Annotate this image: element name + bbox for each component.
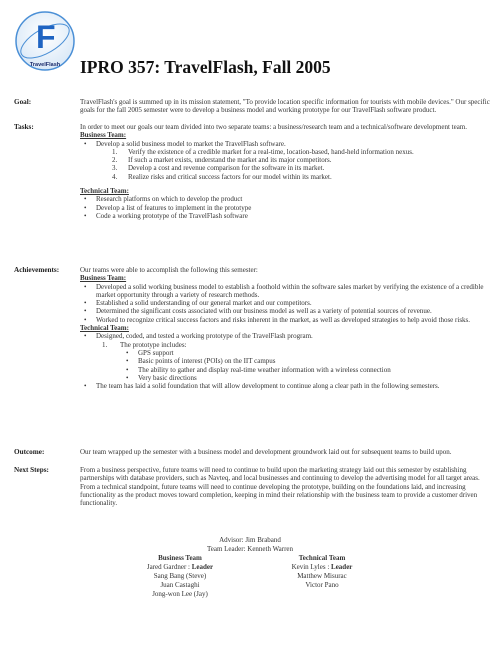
achievements-intro: Our teams were able to accomplish the following this semester: bbox=[80, 266, 258, 274]
next-steps-p2: From a technical standpoint, future teams will need to continue developing the prototype, building on the foundations laid, and increasing functionality as the product moves toward completion, keeping in mind their relationship with the business team to provide a customer driven functionality. bbox=[80, 482, 478, 508]
goal-label: Goal: bbox=[14, 98, 32, 106]
business-member: Jong-won Lee (Jay) bbox=[152, 590, 208, 598]
tasks-section bbox=[80, 123, 490, 220]
tasks-business-sub-2: 2. If such a market exists, understand the market and its major competitors. bbox=[112, 156, 332, 165]
next-steps-section bbox=[80, 466, 490, 507]
tasks-intro: In order to meet our goals our team divided into two separate teams: a business/research team and a technical/software development team. bbox=[80, 123, 467, 131]
goal-text: TravelFlash's goal is summed up in its mission statement, "To provide location specific information for tourists with mobile devices." Our specific goals for the fall 2005 semester were to develop a business model and working prototype for our TravelFlash software product. bbox=[80, 98, 490, 115]
business-member: Juan Castaghi bbox=[160, 581, 200, 589]
goal-section bbox=[80, 98, 490, 115]
outcome-section bbox=[80, 448, 490, 456]
achievements-business-bullet-2: • Established a solid understanding of our general market and our competitors. bbox=[84, 299, 312, 308]
tasks-technical-bullet-3: • Code a working prototype of the TravelFlash software bbox=[84, 211, 248, 220]
next-steps-p1: From a business perspective, future teams will need to continue to build upon the marketing strategy laid out this semester by establishing partnerships with database providers, such as Navteq, and local businesses and continuing to develop the advertising model for all target areas. bbox=[80, 466, 480, 483]
advisor: Advisor: Jim Braband bbox=[219, 536, 281, 544]
next-steps-label: Next Steps: bbox=[14, 466, 49, 474]
achievements-foundation: • The team has laid a solid foundation that will allow development to continue along a clear path in the following semesters. bbox=[84, 382, 440, 391]
business-member: Jared Gardner : Leader bbox=[146, 563, 214, 571]
technical-member: Victor Pano bbox=[305, 581, 339, 589]
tasks-technical-bullet-2: • Develop a list of features to implement in the prototype bbox=[84, 203, 252, 212]
technical-member: Matthew Misurac bbox=[297, 572, 347, 580]
logo-letter: F bbox=[36, 19, 56, 55]
tasks-business-sub-4: 4. Realize risks and critical success factors for our model within its market. bbox=[112, 172, 332, 181]
tasks-business-sub-1: 1. Verify the existence of a credible market for a real-time, location-based, hand-held information nexus. bbox=[112, 147, 414, 156]
prototype-feature-1: • GPS support bbox=[126, 348, 174, 357]
tasks-technical-bullet-1: • Research platforms on which to develop the product bbox=[84, 195, 243, 204]
prototype-feature-2: • Basic points of interest (POIs) on the IIT campus bbox=[126, 357, 276, 366]
achievements-business-bullet-3: • Determined the significant costs associated with our business model as well as a variety of potential sources of revenue. bbox=[84, 307, 432, 316]
technical-team-heading: Technical Team bbox=[298, 554, 346, 562]
prototype-feature-4: • Very basic directions bbox=[126, 373, 197, 382]
team-leader: Team Leader: Kenneth Warren bbox=[206, 545, 294, 553]
prototype-intro: 1. The prototype includes: bbox=[102, 340, 187, 349]
outcome-text: Our team wrapped up the semester with a business model and development groundwork laid out for subsequent teams to build upon. bbox=[80, 448, 452, 456]
achievements-technical-heading: Technical Team: bbox=[80, 324, 129, 333]
achievements-business-bullet-4: • Worked to recognize critical success factors and risks inherent in the market, as well as developed strategies to help avoid those risks. bbox=[84, 315, 471, 324]
business-member: Sang Bang (Steve) bbox=[153, 572, 207, 580]
technical-team-column bbox=[252, 554, 392, 590]
achievements-label: Achievements: bbox=[14, 266, 60, 274]
tasks-label: Tasks: bbox=[14, 123, 34, 131]
team-roster bbox=[0, 536, 500, 598]
achievements-technical-bullet: • Designed, coded, and tested a working prototype of the TravelFlash program. bbox=[84, 332, 313, 341]
achievements-section bbox=[80, 266, 490, 390]
tasks-business-bullet: • Develop a solid business model to market the TravelFlash software. bbox=[84, 139, 286, 148]
business-team-column bbox=[110, 554, 250, 599]
outcome-label: Outcome: bbox=[14, 448, 45, 456]
business-team-heading: Business Team bbox=[158, 554, 202, 562]
technical-member: Kevin Lyles : Leader bbox=[291, 563, 353, 571]
achievements-business-bullet-1: • Developed a solid working business model to establish a foothold within the software sales market by verifying the existence of a credible market opportunity through a variety of research methods. bbox=[84, 282, 484, 299]
page-title: IPRO 357: TravelFlash, Fall 2005 bbox=[80, 57, 331, 77]
logo-text: TravelFlash bbox=[29, 62, 61, 68]
achievements-business-heading: Business Team: bbox=[80, 274, 127, 283]
tasks-business-heading: Business Team: bbox=[80, 131, 127, 140]
prototype-feature-3: • The ability to gather and display real-time weather information with a wireless connection bbox=[126, 365, 391, 374]
travelflash-logo bbox=[14, 10, 76, 72]
tasks-business-sub-3: 3. Develop a cost and revenue comparison for the software in its market. bbox=[112, 164, 325, 173]
tasks-technical-heading: Technical Team: bbox=[80, 187, 129, 196]
